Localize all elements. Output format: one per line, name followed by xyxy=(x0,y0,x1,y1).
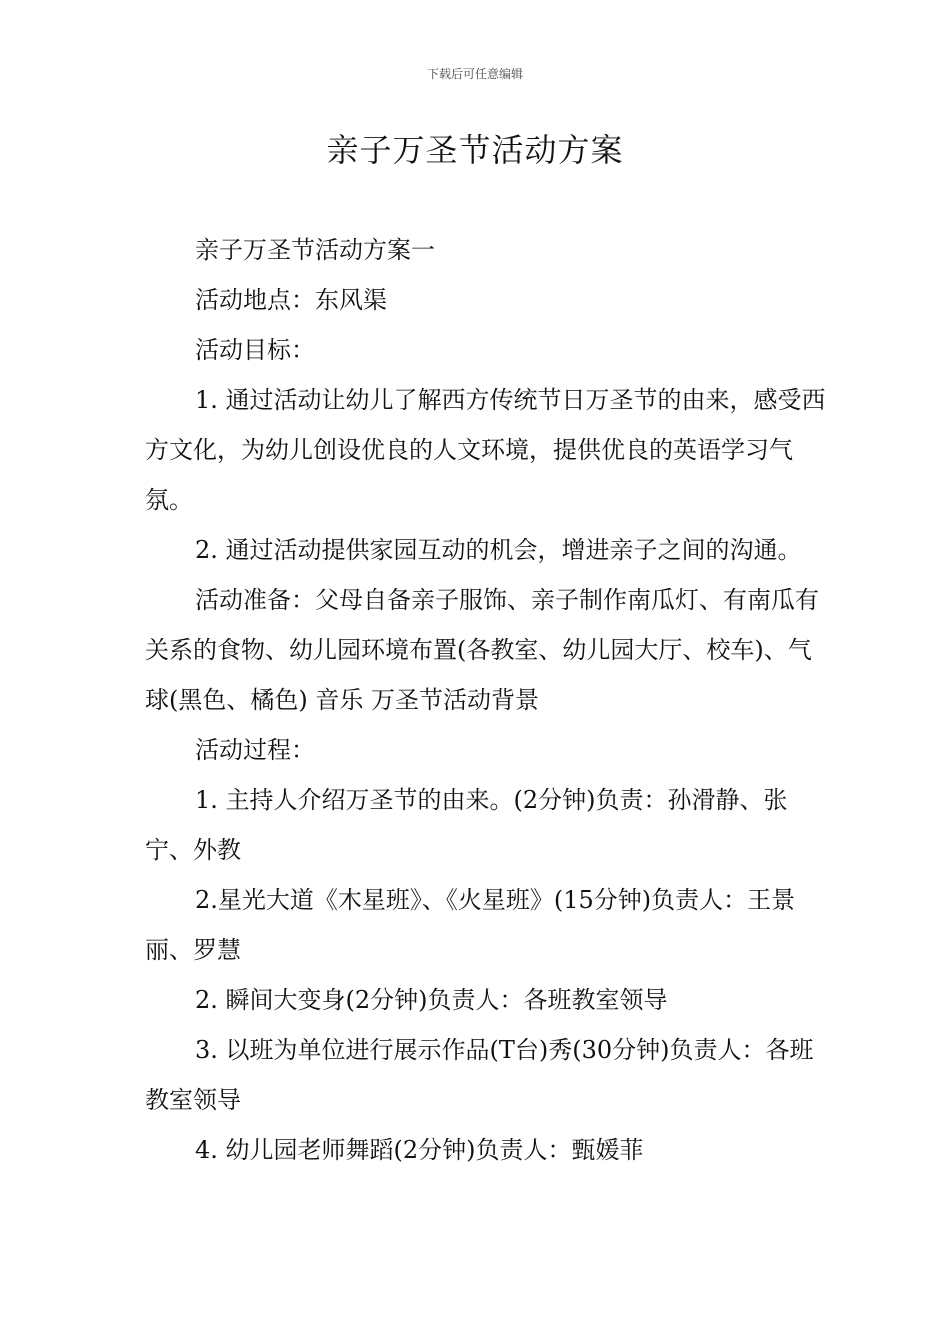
header-note: 下载后可任意编辑 xyxy=(426,67,523,81)
paragraph-process-1: 1. 主持人介绍万圣节的由来。(2分钟)负责：孙滑静、张宁、外教 xyxy=(145,786,788,864)
paragraph-process-5: 4. 幼儿园老师舞蹈(2分钟)负责人：甄媛菲 xyxy=(195,1136,644,1164)
paragraph-process-3: 2. 瞬间大变身(2分钟)负责人：各班教室领导 xyxy=(195,986,668,1014)
paragraph-process-heading: 活动过程： xyxy=(195,736,315,764)
paragraph-goal-1: 1. 通过活动让幼儿了解西方传统节日万圣节的由来，感受西方文化，为幼儿创设优良的人文环境，提供优良的英语学习气氛。 xyxy=(145,386,826,514)
paragraph-process-2: 2.星光大道《木星班》、《火星班》(15分钟)负责人：王景丽、罗慧 xyxy=(145,886,796,964)
paragraph-goals-heading: 活动目标： xyxy=(195,336,315,364)
paragraph-location: 活动地点：东风渠 xyxy=(195,286,387,314)
document-body xyxy=(145,225,835,1175)
document-title: 亲子万圣节活动方案 xyxy=(326,131,624,169)
paragraph-plan-heading: 亲子万圣节活动方案一 xyxy=(195,236,435,264)
paragraph-process-4: 3. 以班为单位进行展示作品(T台)秀(30分钟)负责人：各班教室领导 xyxy=(145,1036,814,1114)
paragraph-preparation: 活动准备：父母自备亲子服饰、亲子制作南瓜灯、有南瓜有关系的食物、幼儿园环境布置(各教室、幼儿园大厅、校车)、气球(黑色、橘色) 音乐 万圣节活动背景 xyxy=(145,586,819,714)
paragraph-goal-2: 2. 通过活动提供家园互动的机会，增进亲子之间的沟通。 xyxy=(195,536,802,564)
